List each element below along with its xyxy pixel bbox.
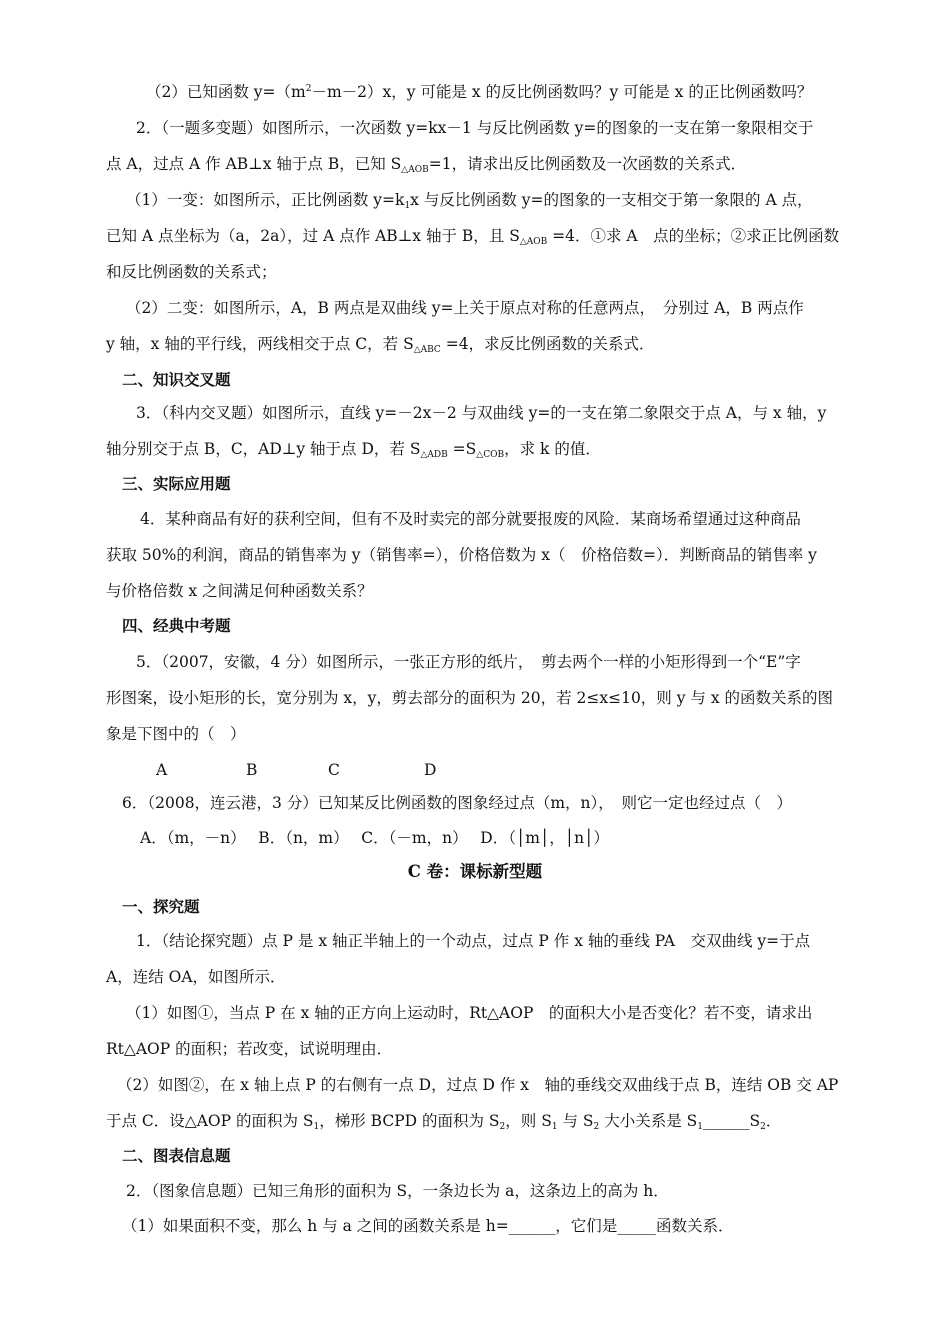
choice-label: C	[328, 761, 340, 779]
subscript: △AOB	[519, 237, 548, 247]
subscript: △ADB	[420, 450, 448, 460]
choice-label: B	[246, 761, 258, 779]
subscript: 2	[593, 1122, 600, 1132]
text-run: 点 A，过点 A 作 AB⊥x 轴于点 B，已知 S	[106, 155, 402, 173]
text-run: ，求 k 的值．	[504, 440, 601, 458]
text-run: 于点 C．设△AOP 的面积为 S	[106, 1112, 314, 1130]
text-line	[106, 153, 861, 175]
text-run: 大小关系是 S	[599, 1112, 698, 1130]
subscript: △ABC	[413, 345, 441, 355]
subscript: 2	[499, 1122, 506, 1132]
text-line: （2）二变：如图所示，A，B 两点是双曲线 y=上关于原点对称的任意两点， 分别过 A，B 两点作	[126, 299, 804, 317]
subscript: 2	[760, 1122, 766, 1132]
text-run: ，梯形 BCPD 的面积为 S	[319, 1112, 500, 1130]
subscript: 1	[313, 1122, 320, 1132]
text-line: A，连结 OA，如图所示．	[106, 968, 286, 986]
text-run: （2）已知函数 y=（m	[146, 83, 306, 101]
subscript: 1	[404, 201, 411, 211]
choice-label: A	[156, 761, 168, 779]
text-line	[146, 81, 901, 103]
text-run: 与 S	[557, 1112, 594, 1130]
text-line	[106, 1110, 861, 1132]
text-line	[106, 438, 861, 460]
section-title: C 卷：课标新型题	[407, 862, 543, 881]
text-line	[106, 333, 861, 355]
text-line: 获取 50%的利润，商品的销售率为 y（销售率=），价格倍数为 x（ 价格倍数=）．判断商品的销售率 y	[106, 546, 817, 564]
text-line: 4．某种商品有好的获利空间，但有不及时卖完的部分就要报废的风险．某商场希望通过这种商品	[140, 510, 801, 528]
text-line: 和反比例函数的关系式；	[106, 263, 277, 281]
subscript: 1	[697, 1122, 703, 1132]
text-line: 与价格倍数 x 之间满足何种函数关系？	[106, 582, 373, 600]
section-heading: 二、图表信息题	[122, 1146, 231, 1165]
text-line: 1．（结论探究题）点 P 是 x 轴正半轴上的一个动点，过点 P 作 x 轴的垂线 PA 交双曲线 y=于点	[136, 932, 811, 950]
superscript: 2	[305, 84, 312, 94]
text-run: =4，求反比例函数的关系式．	[440, 335, 655, 353]
subscript: △COB	[476, 450, 505, 460]
text-line: 6．（2008，连云港，3 分）已知某反比例函数的图象经过点（m，n）， 则它一定也经过点（ ）	[122, 794, 793, 812]
text-line: 2．（图象信息题）已知三角形的面积为 S，一条边长为 a，这条边上的高为 h．	[126, 1182, 669, 1200]
text-run: ．	[765, 1112, 782, 1130]
section-heading: 三、实际应用题	[122, 474, 231, 493]
section-heading: 二、知识交叉题	[122, 370, 231, 389]
text-line: （1）如图①，当点 P 在 x 轴的正方向上运动时，Rt△AOP 的面积大小是否变化？若不变，请求出	[126, 1004, 813, 1022]
text-line	[106, 225, 861, 247]
text-run: ，则 S	[505, 1112, 552, 1130]
text-run: x 与反比例函数 y=的图象的一支相交于第一象限的 A 点，	[410, 191, 813, 209]
text-line	[126, 189, 881, 211]
text-run: =4．①求 A 点的坐标；②求正比例函数	[547, 227, 840, 245]
text-line: （2）如图②，在 x 轴上点 P 的右侧有一点 D，过点 D 作 x 轴的垂线交双曲线于点 B，连结 OB 交 AP	[117, 1076, 839, 1094]
text-line: 2．（一题多变题）如图所示，一次函数 y=kx－1 与反比例函数 y=的图象的一支在第一象限相交于	[136, 119, 814, 137]
text-line: 3．（科内交叉题）如图所示，直线 y=－2x－2 与双曲线 y=的一支在第二象限交于点 A，与 x 轴，y	[136, 404, 827, 422]
text-run: =1，请求出反比例函数及一次函数的关系式．	[428, 155, 747, 173]
text-line: Rt△AOP 的面积；若改变，试说明理由．	[106, 1040, 393, 1058]
text-run: 已知 A 点坐标为（a，2a），过 A 点作 AB⊥x 轴于 B，且 S	[106, 227, 520, 245]
section-heading: 四、经典中考题	[122, 616, 231, 635]
text-run: y 轴，x 轴的平行线，两线相交于点 C，若 S	[106, 335, 414, 353]
subscript: 1	[551, 1122, 558, 1132]
text-run: =S	[447, 440, 477, 458]
text-run: ______S	[703, 1112, 761, 1130]
section-heading: 一、探究题	[122, 897, 200, 916]
text-run: 轴分别交于点 B，C，AD⊥y 轴于点 D，若 S	[106, 440, 421, 458]
text-line: （1）如果面积不变，那么 h 与 a 之间的函数关系是 h=______，它们是_____函数关系．	[122, 1217, 734, 1235]
text-line: A．（m，－n） B．（n，m） C．（－m，n） D．（│m│，│n│）	[140, 829, 609, 847]
text-line: 5．（2007，安徽，4 分）如图所示，一张正方形的纸片， 剪去两个一样的小矩形得到一个“E”字	[136, 653, 801, 671]
text-run: －m－2）x，y 可能是 x 的反比例函数吗？y 可能是 x 的正比例函数吗？	[311, 83, 813, 101]
text-line: 形图案，设小矩形的长，宽分别为 x，y，剪去部分的面积为 20，若 2≤x≤10，则 y 与 x 的函数关系的图	[106, 689, 834, 707]
text-run: （1）一变：如图所示，正比例函数 y=k	[126, 191, 405, 209]
choice-label: D	[424, 761, 437, 779]
text-line: 象是下图中的（ ）	[106, 725, 246, 743]
subscript: △AOB	[401, 165, 429, 175]
